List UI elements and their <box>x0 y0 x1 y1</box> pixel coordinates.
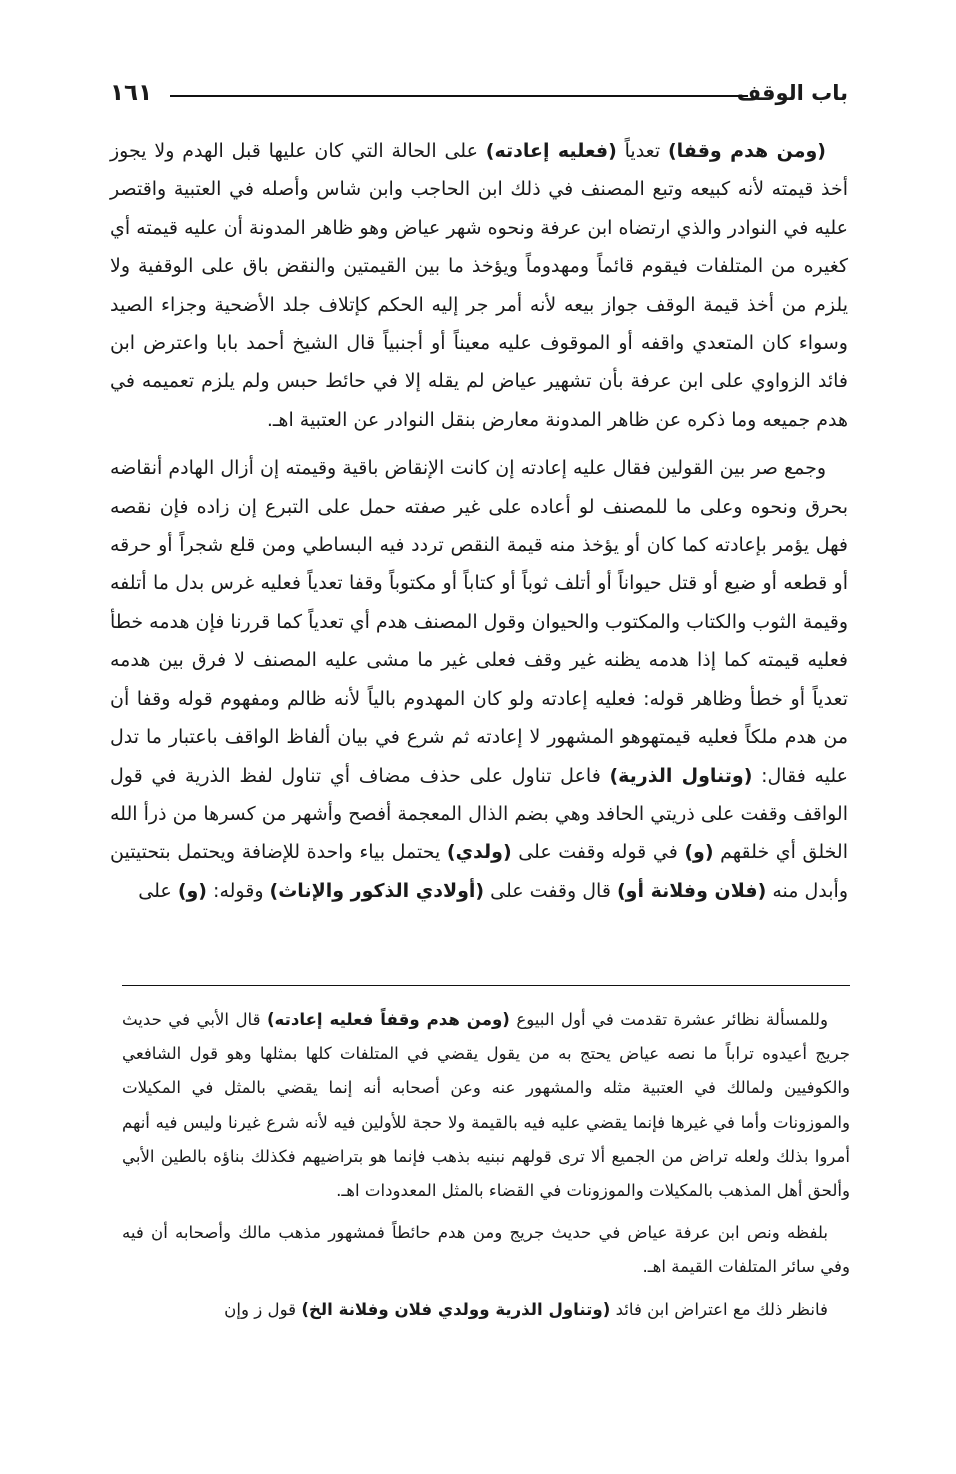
quoted-phrase: (ومن هدم وقفا) <box>667 140 826 162</box>
running-header <box>110 78 848 118</box>
page-number: ١٦١ <box>110 80 153 106</box>
quoted-phrase: (وتناول الذرية وولدي فلان وفلانة الخ) <box>301 1299 611 1319</box>
quoted-phrase: (ومن هدم وقفاً فعليه إعادته) <box>266 1010 510 1029</box>
paragraph-2: وجمع صر بين القولين فقال عليه إعادته إن كانت الإنقاض باقية وقيمته إن أزال الهادم أنقاضه بحرق ونحوه وعلى ما للمصنف لو أعاده على غير صفته حمل على التبرع إن زاده فإن نقصه فهل يؤمر بإعادته كما كان أو يؤخذ منه قيمة النقص تردد فيه البساطي ومن قلع شجراً أو حرقه أو قطعه أو ضيع أو قتل حيواناً أو أتلف ثوباً أو كتاباً أو مكتوباً وقفا تعدياً فعليه غرس بدل ما أتلفه وقيمة الثوب والكتاب والمكتوب والحيوان وقول المصنف هدم أي تعدياً كما قررنا فإن هدمه خطأ فعليه قيمته كما إذا هدمه يظنه غير وقف فعلى غير ما مشى عليه المصنف لا فرق بين هدمه تعدياً أو خطأ وظاهر قوله: فعليه إعادته ولو كان المهدوم بالياً لأنه ظالم ومفهوم قوله وقفا أن من هدم ملكاً فعليه قيمتهوهو المشهور لا إعادته ثم شرع في بيان ألفاظ الواقف باعتبار ما تدل عليه فقال: (وتناول الذرية) فاعل تناول على حذف مضاف أي تناول لفظ الذرية في قول الواقف وقفت على ذريتي الحافد وهي بضم الذال المعجمة أفصح وأشهر من كسرها من ذرأ الله الخلق أي خلقهم (و) في قوله وقفت على (ولدي) يحتمل بياء واحدة للإضافة ويحتمل بتحتيتين وأبدل منه (فلان وفلانة أو) قال وقفت على (أولادي الذكور والإناث) وقوله: (و) على <box>110 457 849 902</box>
quoted-phrase: (فعليه إعادته) <box>485 140 617 162</box>
quoted-phrase: (أولادي الذكور والإناث) <box>269 879 485 902</box>
quoted-phrase: (فلان وفلانة أو) <box>616 879 767 902</box>
quoted-phrase: (و) <box>684 841 714 864</box>
footnote-1: وللمسألة نظائر عشرة تقدمت في أول البيوع (ومن هدم وقفاً فعليه إعادته) قال الأبي في حديث جريج أعيدوه تراباً ما نصه عياض يحتج به من يقول يقضي في المتلفات كلها بمثلها وهو قول الشافعي والكوفيين ولمالك في العتبية مثله والمشهور عنه وعن أصحابه أنه إنما يقضي بالمثل في المكيلات والموزونات وأما في غيرها فإنما يقضي عليه فيه بالقيمة ولا حجة للأولين فيه لأنه شرع غيرنا وليس فيه أنهم أمروا بذلك ولعله تراض من الجميع ألا ترى قولهم نبنيه بذهب فإنما هو بتراضيهم فكذلك بناؤه بالطين الأبي وألحق أهل المذهب بالمكيلات والموزونات في القضاء بالمثل المعدودات اهـ. <box>122 1010 850 1201</box>
footnote-3: فانظر ذلك مع اعتراض ابن فائد (وتناول الذرية وولدي فلان وفلانة الخ) قول ز وإن <box>224 1299 828 1319</box>
footnote-separator <box>122 985 850 986</box>
header-rule <box>170 95 748 97</box>
paragraph-1: (ومن هدم وقفا) تعدياً (فعليه إعادته) على الحالة التي كان عليها قبل الهدم ولا يجوز أخذ قيمته لأنه كبيعه وتبع المصنف في ذلك ابن الحاجب وابن شاس وأصله في العتبية واقتصر عليه في النوادر والذي ارتضاه ابن عرفة ونحوه شهر عياض وهو ظاهر المدونة أن عليه قيمته أي كغيره من المتلفات فيقوم قائماً ومهدوماً ويؤخذ ما بين القيمتين والنقض باق على الوقفية ولا يلزم من أخذ قيمة الوقف جواز بيعه لأنه أمر جر إليه الحكم كإتلاف جلد الأضحية وجزاء الصيد وسواء كان المتعدي واقفه أو الموقوف عليه معيناً أو أجنبياً قال الشيخ أحمد بابا واعترض ابن فائد الزواوي على ابن عرفة بأن تشهير عياض لم يقله إلا في حائط حبس ولم يلزم تعميمه في هدم جميعه وما ذكره عن ظاهر المدونة معارض بنقل النوادر عن العتبية اهـ. <box>110 140 848 431</box>
quoted-phrase: (وتناول الذرية) <box>609 764 753 787</box>
quoted-phrase: (و) <box>177 879 207 902</box>
footnotes <box>122 1003 850 1327</box>
footnote-2: بلفظه ونص ابن عرفة عياض في حديث جريج ومن هدم حائطاً فمشهور مذهب مالك وأصحابه أن فيه وفي سائر المتلفات القيمة اهـ. <box>122 1223 850 1277</box>
main-text <box>110 132 848 910</box>
chapter-title: باب الوقف <box>736 81 848 105</box>
quoted-phrase: (ولدي) <box>446 841 512 864</box>
